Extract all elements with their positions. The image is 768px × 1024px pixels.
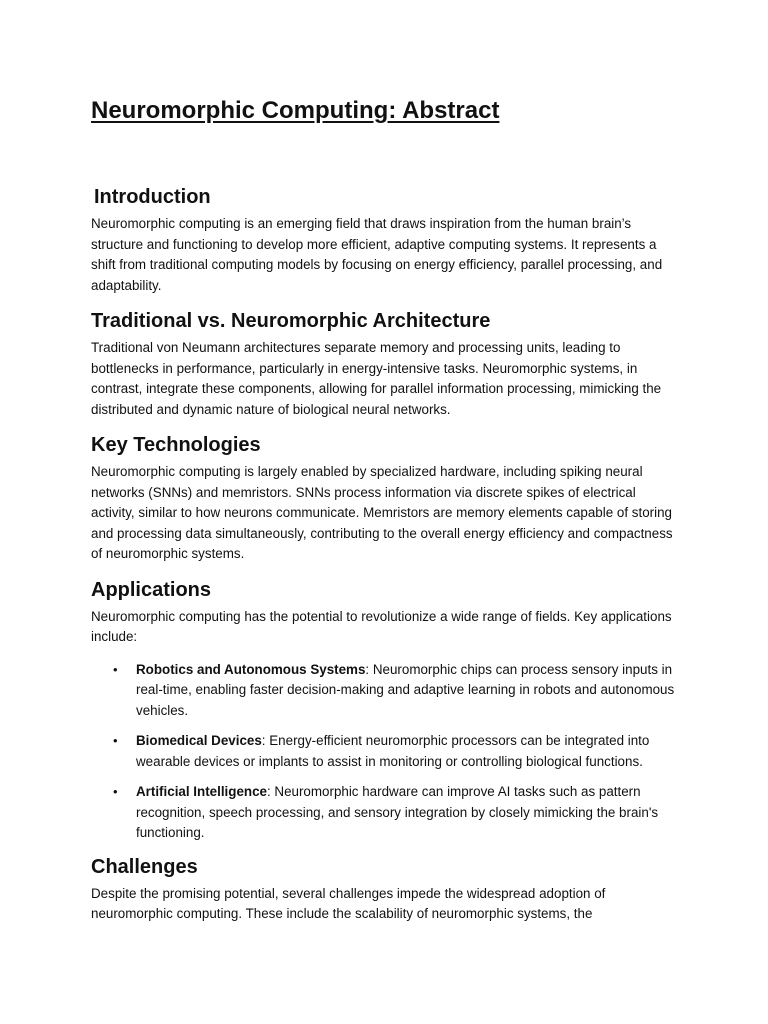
bullet-icon: • xyxy=(113,661,118,677)
section-introduction xyxy=(91,184,676,296)
challenges-heading: Challenges xyxy=(91,855,198,878)
section-applications xyxy=(91,577,676,844)
bullet-icon: • xyxy=(113,733,118,748)
bullet-text: : Neuromorphic hardware can improve AI tasks such as pattern recognition, speech processing, and sensory integration by closely mimicking the brain's functioning. xyxy=(136,784,659,840)
applications-heading: Applications xyxy=(91,578,212,601)
challenges-paragraph: Despite the promising potential, several challenges impede the widespread adoption of neuromorphic computing. These include the scalability of neuromorphic systems, the xyxy=(91,885,606,921)
document-title: Neuromorphic Computing: Abstract xyxy=(91,97,500,124)
bullet-term: Robotics and Autonomous Systems xyxy=(136,661,366,677)
bullet-text: : Energy-efficient neuromorphic processors can be integrated into wearable devices or implants to assist in monitoring or controlling biological functions. xyxy=(136,733,650,769)
architecture-heading: Traditional vs. Neuromorphic Architecture xyxy=(91,310,491,332)
key-technologies-paragraph: Neuromorphic computing is largely enabled by specialized hardware, including spiking neural networks (SNNs) and memristors. SNNs process information via discrete spikes of electrical activity, similar to how neurons communicate. Memristors are memory elements capable of storing and processing data simultaneously, contributing to the overall energy efficiency and compactness of neuromorphic systems. xyxy=(91,464,673,561)
bullet-term: Biomedical Devices xyxy=(136,733,262,748)
list-item xyxy=(91,731,676,772)
list-item xyxy=(91,660,676,722)
section-architecture xyxy=(91,308,676,420)
list-item xyxy=(91,782,676,844)
bullet-term: Artificial Intelligence xyxy=(136,784,267,799)
key-technologies-heading: Key Technologies xyxy=(91,434,261,456)
applications-paragraph: Neuromorphic computing has the potential to revolutionize a wide range of fields. Key applications include: xyxy=(91,608,672,644)
bullet-icon: • xyxy=(113,784,118,799)
applications-list xyxy=(91,660,676,844)
bullet-text: : Neuromorphic chips can process sensory inputs in real-time, enabling faster decision-making and adaptive learning in robots and autonomous vehicles. xyxy=(136,661,675,718)
introduction-heading: Introduction xyxy=(94,186,211,208)
section-challenges xyxy=(91,854,676,925)
architecture-paragraph: Traditional von Neumann architectures separate memory and processing units, leading to bottlenecks in performance, particularly in energy-intensive tasks. Neuromorphic systems, in contrast, integrate these components, allowing for parallel information processing, mimicking the distributed and dynamic nature of biological neural networks. xyxy=(91,340,662,417)
introduction-paragraph: Neuromorphic computing is an emerging field that draws inspiration from the human brain’s structure and functioning to develop more efficient, adaptive computing systems. It represents a shift from traditional computing models by focusing on energy efficiency, parallel processing, and adaptability. xyxy=(91,216,663,293)
document-body xyxy=(91,96,676,937)
section-key-technologies xyxy=(91,432,676,565)
